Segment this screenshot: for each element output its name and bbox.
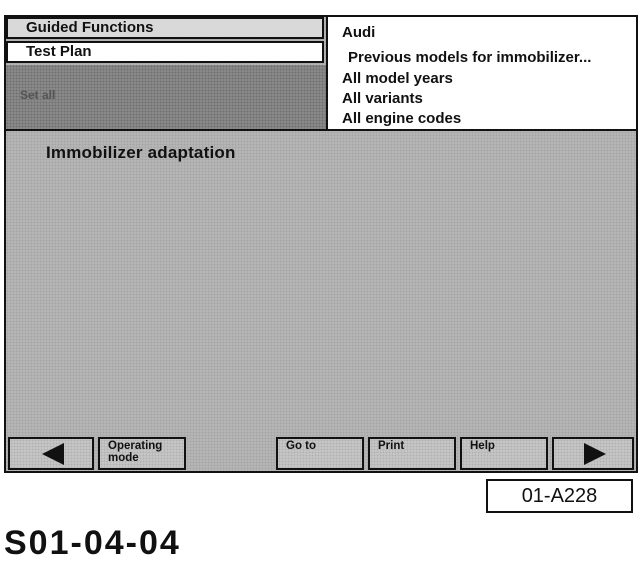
page-title: Immobilizer adaptation xyxy=(46,143,236,162)
vehicle-model: Previous models for immobilizer... xyxy=(348,49,592,66)
go-to-label: Go to xyxy=(286,440,317,452)
set-all-button[interactable] xyxy=(6,65,326,131)
help-label: Help xyxy=(470,440,495,452)
footer-partial-text xyxy=(4,524,244,562)
right-arrow-icon xyxy=(584,443,606,465)
go-to-button[interactable] xyxy=(276,437,364,470)
bottom-toolbar xyxy=(6,435,636,471)
operating-mode-button[interactable] xyxy=(98,437,186,470)
vehicle-info-panel xyxy=(326,17,636,131)
vehicle-make: Audi xyxy=(342,24,376,41)
diagnostic-screen xyxy=(4,15,638,473)
function-selector xyxy=(6,17,326,133)
set-all-label: Set all xyxy=(20,88,56,102)
tab-guided-functions[interactable] xyxy=(6,17,324,39)
print-button[interactable] xyxy=(368,437,456,470)
vehicle-model-years: All model years xyxy=(342,70,453,87)
main-content-area xyxy=(6,133,636,435)
operating-mode-label: Operating mode xyxy=(108,440,163,464)
tab-test-plan[interactable] xyxy=(6,41,324,63)
tab-test-plan-label: Test Plan xyxy=(26,43,92,60)
back-button[interactable] xyxy=(8,437,94,470)
next-button[interactable] xyxy=(552,437,634,470)
figure-reference-label: 01-A228 xyxy=(486,479,633,513)
tab-guided-functions-label: Guided Functions xyxy=(26,19,154,36)
footer-partial-label: S01-04-04 xyxy=(4,524,181,562)
print-label: Print xyxy=(378,440,405,452)
help-button[interactable] xyxy=(460,437,548,470)
vehicle-engine-codes: All engine codes xyxy=(342,110,462,127)
left-arrow-icon xyxy=(42,443,64,465)
vehicle-variants: All variants xyxy=(342,90,423,107)
